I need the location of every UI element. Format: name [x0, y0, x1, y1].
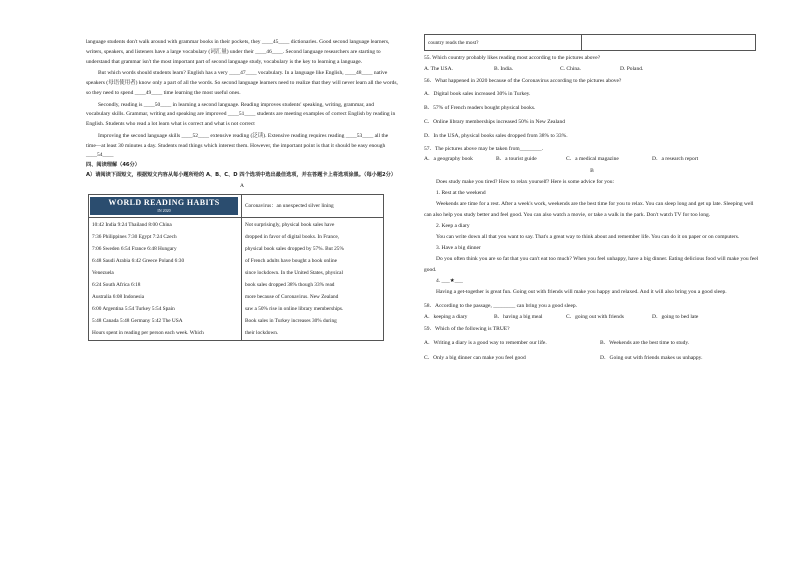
stat-line: 10:42 India 9:24 Thailand 8:00 China — [92, 222, 172, 229]
world-reading-banner — [90, 197, 238, 215]
article-line: since lockdown. In the United States, physical — [245, 270, 343, 277]
q59-options-row-1 — [424, 335, 760, 351]
q59-option-c[interactable]: C．Only a big dinner can make you feel good — [424, 355, 526, 361]
q59-option-d[interactable]: D．Going out with friends makes us unhappy. — [600, 355, 703, 361]
passage-b-heading-4: 4. ___★___ — [436, 278, 463, 284]
q57-option-c[interactable]: C．a medical magazine — [566, 156, 619, 163]
stat-line: Australia 6:08 Indonesia — [92, 294, 145, 301]
passage-b-para-1: Weekends are time for a rest. After a week's work, weekends are the best time for you to relax. You can sleep long and get up late. Sleeping well can also help you study better and feel good. You can also watch a movie, or take a walk in the park. Don't watch TV for too long. — [424, 201, 754, 218]
question-58: 58．According to the passage, ________ can bring you a good sleep. — [424, 303, 578, 309]
passage-label-a: A — [240, 182, 244, 189]
stat-line: 6:24 South Africa 6:18 — [92, 282, 141, 289]
q55-options — [424, 64, 760, 75]
q57-option-d[interactable]: D．a research report — [652, 156, 699, 163]
article-line: book sales dropped 38% though 33% read — [245, 282, 335, 289]
question-57: 57．The pictures above may be taken from________. — [424, 145, 543, 152]
q55-option-c[interactable]: C. China. — [560, 65, 581, 72]
continued-cell: country reads the most? — [425, 35, 582, 51]
q57-option-a[interactable]: A．a geography book — [424, 156, 473, 163]
article-text-cell — [242, 218, 384, 341]
stat-line: 7:36 Philippines 7:30 Egypt 7:24 Czech — [92, 234, 177, 241]
cloze-paragraph-3: Secondly, reading is ____50____ in learning a second language. Reading improves students' speaking, writing, grammar, and vocabulary skills. Grammar, writing and speaking are improved ____51____ students are meeting examples of correct English by reading in English. Students who read a lot learn what is correct and what is not correct — [86, 101, 396, 127]
article-line: more because of Coronavirus. New Zealand — [245, 294, 339, 301]
cloze-paragraph-2: But which words should students learn? English has a very ____47____ vocabulary. In a language like English, ____48____ native speakers (母语使用者) know only a part of all the words. So second language learners need to realize that they will never learn all the words, so they need to spend ____49____ time learning the most useful ones. — [86, 70, 398, 96]
article-header-cell: Coronavirus：an unexpected silver lining — [242, 195, 384, 218]
passage-b-para-4: Having a get-together is great fun. Going out with friends will make you happy and relaxed. And it will also bring you a good sleep. — [436, 289, 727, 295]
q58-option-c[interactable]: C．going out with friends — [566, 314, 624, 320]
cloze-paragraph-4: Improving the second language skills ____52____ extensive reading (泛读). Extensive reading requires reading ____53____ all the time—at least 30 minutes a day. Students read things which interest them. However, the important point is that it should be easy enough ____54____ — [86, 132, 389, 159]
q56-option-b[interactable]: B．57% of French readers bought physical books. — [424, 104, 536, 111]
passage-b-para-3: Do you often think you are so fat that you can't eat too much? When you feel unhappy, have a big dinner. Eating delicious food will make you feel good. — [424, 256, 759, 273]
q57-options — [424, 154, 760, 165]
article-line: of French adults have bought a book online — [245, 258, 337, 265]
article-line: physical book sales dropped by 57%. But 25% — [245, 246, 344, 253]
stats-cell — [89, 218, 242, 341]
article-line: their lockdown. — [245, 330, 279, 337]
banner-cell — [89, 195, 242, 218]
continued-table-box — [424, 34, 756, 51]
q59-option-a[interactable]: A．Writing a diary is a good way to remember our life. — [424, 340, 547, 346]
passage-b-para-2: You can write down all that you want to say. That's a great way to think about and remember life. You can do it on paper or on computers. — [436, 234, 740, 240]
stat-line: Venezuela — [92, 270, 114, 277]
passage-b-intro: Does study make you tired? How to relax yourself? Here is some advice for you: — [436, 179, 615, 185]
cloze-paragraph-1: language students don't walk around with grammar books in their pockets, they ____45____ dictionaries. Good second language learners, writers, speakers, and listeners have a large vocabulary (词汇量) under their ____46____. Second language researchers are starting to understand that grammar isn't the most important part of second language study, vocabulary is the key to learning a language. — [86, 39, 390, 65]
q56-option-d[interactable]: D．In the USA, physical books sales dropped from 38% to 33%. — [424, 132, 568, 139]
article-line: Not surprisingly, physical book sales have — [245, 222, 335, 229]
q58-option-b[interactable]: B．having a big meal — [494, 314, 543, 320]
passage-label-b: B — [590, 168, 594, 175]
banner-title: WORLD READING HABITS — [108, 198, 220, 208]
stat-line: 6:48 Saudi Arabia 6:42 Greece Poland 6:30 — [92, 258, 185, 265]
article-line: dropped in favor of digital books. In France, — [245, 234, 339, 241]
right-column — [424, 38, 760, 365]
empty-cell — [582, 35, 756, 51]
q58-option-a[interactable]: A．keeping a diary — [424, 314, 468, 320]
question-55: 55. Which country probably likes reading most according to the pictures above? — [424, 55, 601, 61]
left-column — [86, 38, 398, 341]
q55-option-d[interactable]: D. Poland. — [620, 65, 644, 72]
article-line: Book sales in Turkey increases 30% during — [245, 318, 337, 325]
article-line: saw a 50% rise in online library memberships. — [245, 306, 344, 313]
question-59: 59．Which of the following is TRUE? — [424, 326, 510, 332]
section-instructions: A）请阅读下面短文，根据短文内容从每小题所给的 A、B、C、D 四个选项中选出最佳选项，并在答题卡上将选项涂黑。（每小题2分） — [86, 171, 397, 178]
passage-b-heading-1: 1. Rest at the weekend — [436, 190, 486, 196]
q59-option-b[interactable]: B．Weekends are the best time to study. — [600, 340, 690, 346]
passage-b-heading-3: 3. Have a big dinner — [436, 245, 481, 251]
q55-option-a[interactable]: A. The USA. — [424, 65, 453, 72]
q58-options — [424, 312, 760, 323]
stat-line: Hours spent in reading per person each week. Which — [92, 330, 204, 337]
q55-option-b[interactable]: B. India. — [494, 65, 514, 72]
reading-habits-table — [88, 194, 384, 341]
stat-line: 5:48 Canada 5:48 Germany 5:42 The USA — [92, 318, 183, 325]
stat-line: 6:00 Argentina 5:54 Turkey 5:54 Spain — [92, 306, 175, 313]
q58-option-d[interactable]: D．going to bed late — [652, 314, 699, 320]
q56-option-a[interactable]: A．Digital book sales increased 30% in Turkey. — [424, 90, 531, 97]
section-title: 四、阅读理解（46分） — [86, 162, 140, 168]
q57-option-b[interactable]: B．a tourist guide — [496, 156, 537, 163]
q56-option-c[interactable]: C．Online library memberships increased 50% in New Zealand — [424, 118, 565, 125]
q59-options-row-2 — [424, 351, 760, 365]
question-56: 56．What happened in 2020 because of the Coronavirus according to the pictures above? — [424, 77, 622, 84]
banner-subtitle: IN 2020 — [157, 208, 171, 214]
passage-b-heading-2: 2. Keep a diary — [436, 223, 470, 229]
stat-line: 7:06 Sweden 6:54 France 6:48 Hungary — [92, 246, 177, 253]
